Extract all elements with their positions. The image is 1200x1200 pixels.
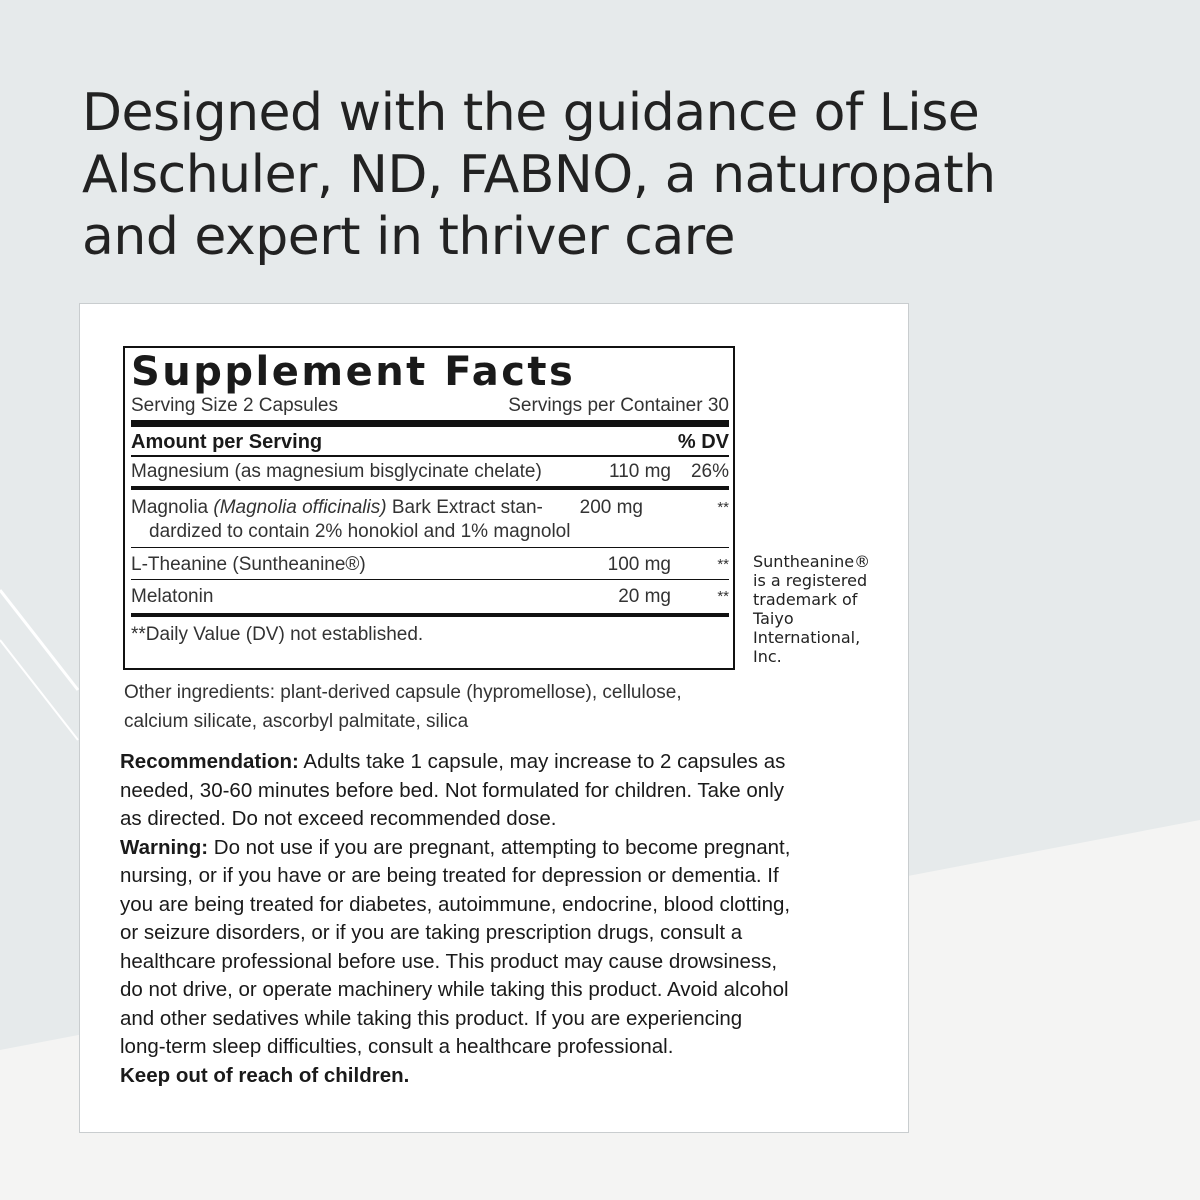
trademark-line: Suntheanine® bbox=[753, 552, 871, 571]
recommendation-label: Recommendation: bbox=[120, 750, 299, 773]
warning-line bbox=[120, 834, 880, 863]
headline-line-3: and expert in thriver care bbox=[82, 207, 735, 267]
facts-title: Supplement Facts bbox=[131, 349, 576, 395]
other-ingredients-line: calcium silicate, ascorbyl palmitate, silica bbox=[124, 711, 469, 732]
nutrient-name: L-Theanine (Suntheanine®) bbox=[131, 554, 366, 575]
warning-line: healthcare professional before use. This product may cause drowsiness, bbox=[120, 949, 778, 973]
headline-line-2: Alschuler, ND, FABNO, a naturopath bbox=[82, 145, 996, 205]
nutrient-amount: 100 mg bbox=[607, 554, 671, 575]
nutrient-dv: 26% bbox=[690, 461, 729, 482]
trademark-note bbox=[753, 552, 893, 666]
headline-line-1: Designed with the guidance of Lise bbox=[82, 83, 980, 143]
other-ingredients-line: Other ingredients: plant-derived capsule (hypromellose), cellulose, bbox=[124, 682, 682, 703]
warning-line: you are being treated for diabetes, autoimmune, endocrine, blood clotting, bbox=[120, 892, 791, 916]
directions-and-warnings bbox=[120, 748, 880, 1090]
trademark-line: Taiyo bbox=[753, 609, 794, 628]
trademark-line: is a registered bbox=[753, 571, 868, 590]
nutrient-name-prefix: Magnolia bbox=[131, 497, 214, 518]
nutrient-row bbox=[131, 548, 729, 580]
warning-line: nursing, or if you have or are being treated for depression or dementia. If bbox=[120, 864, 779, 887]
warning-line: do not drive, or operate machinery while taking this product. Avoid alcohol bbox=[120, 978, 789, 1001]
nutrient-name-italic: (Magnolia officinalis) bbox=[213, 497, 387, 518]
nutrient-row bbox=[131, 457, 729, 490]
dv-header: % DV bbox=[677, 431, 729, 453]
keep-out-of-reach bbox=[120, 1062, 880, 1091]
warning-label: Warning: bbox=[120, 835, 209, 859]
warning-line: long-term sleep difficulties, consult a healthcare professional. bbox=[120, 1035, 674, 1058]
nutrient-row bbox=[131, 490, 729, 548]
recommendation-line bbox=[120, 748, 880, 777]
recommendation-line: needed, 30-60 minutes before bed. Not formulated for children. Take only bbox=[120, 778, 784, 802]
amount-header: Amount per Serving bbox=[131, 431, 323, 453]
other-ingredients bbox=[124, 678, 744, 736]
supplement-facts-panel bbox=[123, 346, 735, 670]
nutrient-name-line-2: dardized to contain 2% honokiol and 1% magnolol bbox=[149, 521, 571, 542]
nutrient-dv: ** bbox=[717, 556, 729, 573]
keep-out-text: Keep out of reach of children. bbox=[120, 1063, 410, 1087]
serving-row bbox=[131, 394, 729, 427]
trademark-line: trademark of bbox=[753, 590, 858, 609]
trademark-line: Inc. bbox=[753, 647, 782, 666]
dv-footnote: **Daily Value (DV) not established. bbox=[131, 624, 424, 645]
nutrient-name: Melatonin bbox=[131, 586, 214, 607]
nutrient-amount: 110 mg bbox=[609, 461, 671, 482]
warning-text: Do not use if you are pregnant, attempting to become pregnant, bbox=[208, 835, 791, 859]
nutrient-name: Magnesium (as magnesium bisglycinate chelate) bbox=[131, 461, 542, 482]
nutrient-amount: 20 mg bbox=[618, 586, 671, 607]
servings-per-container: Servings per Container 30 bbox=[508, 395, 729, 416]
nutrient-amount: 200 mg bbox=[579, 497, 643, 518]
headline bbox=[82, 82, 1132, 268]
serving-size: Serving Size 2 Capsules bbox=[131, 395, 338, 416]
recommendation-text: Adults take 1 capsule, may increase to 2 capsules as bbox=[298, 750, 786, 773]
nutrient-name bbox=[131, 496, 571, 544]
warning-line: or seizure disorders, or if you are taking prescription drugs, consult a bbox=[120, 921, 743, 944]
nutrient-dv: ** bbox=[717, 499, 729, 516]
trademark-line: International, bbox=[753, 628, 861, 647]
nutrient-dv: ** bbox=[717, 588, 729, 605]
nutrient-name-suffix: Bark Extract stan- bbox=[386, 497, 543, 518]
recommendation-line: as directed. Do not exceed recommended dose. bbox=[120, 807, 557, 830]
amount-header-row bbox=[131, 427, 729, 457]
warning-line: and other sedatives while taking this product. If you are experiencing bbox=[120, 1006, 743, 1030]
nutrient-row bbox=[131, 580, 729, 617]
